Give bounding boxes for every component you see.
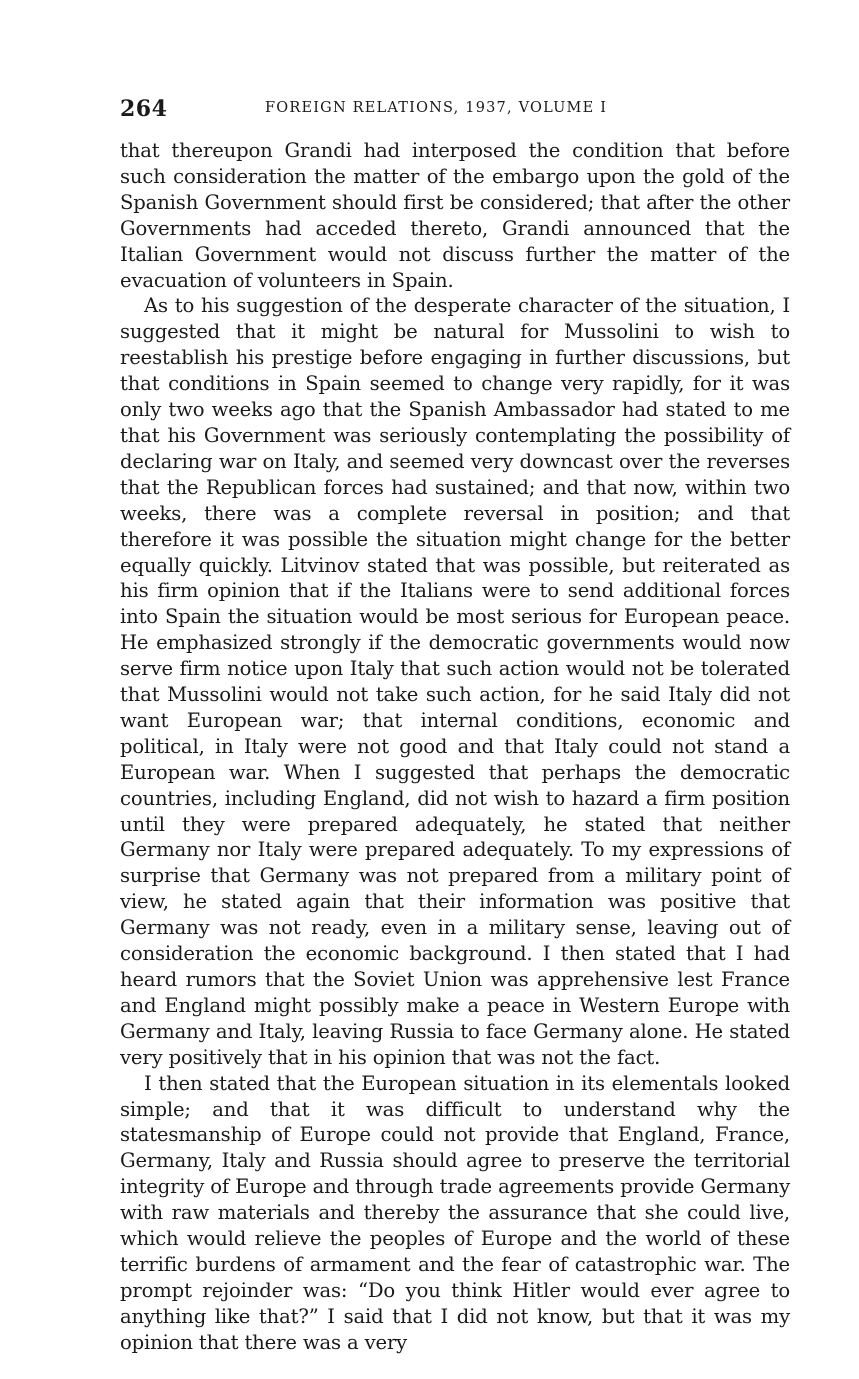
page-number: 264 xyxy=(120,96,168,122)
paragraph-european-situation: I then stated that the European situation in its elementals looked simple; and that it was difficult to understand why the statesmanship of Europe could not provide that England, France, Germany, Italy and Russia should agree to preserve the territorial integrity of Europe and through trade agreements provide Germany with raw materials and thereby the assurance that she could live, which would relieve the peoples of Europe and the world of these terrific burdens of armament and the fear of catastrophic war. The prompt rejoinder was: “Do you think Hitler would ever agree to anything like that?” I said that I did not know, but that it was my opinion that there was a very xyxy=(120,1071,790,1354)
paragraph-litvinov-situation: As to his suggestion of the desperate character of the situation, I suggested that it might be natural for Mussolini to wish to reestablish his prestige before engaging in further discussions, but that conditions in Spain seemed to change very rapidly, for it was only two weeks ago that the Spanish Ambassador had stated to me that his Government was seriously contemplating the possibility of declaring war on Italy, and seemed very downcast over the reverses that the Republican forces had sustained; and that now, within two weeks, there was a complete reversal in position; and that therefore it was possible the situation might change for the better equally quickly. Litvinov stated that was possible, but reiterated as his firm opinion that if the Italians were to send additional forces into Spain the situation would be most serious for European peace. He emphasized strongly if the democratic governments would now serve firm notice upon Italy that such action would not be tolerated that Mussolini would not take such action, for he said Italy did not want European war; that internal conditions, economic and political, in Italy were not good and that Italy could not stand a European war. When I suggested that perhaps the democratic countries, including England, did not wish to hazard a firm position until they were prepared adequately, he stated that neither Germany nor Italy were prepared adequately. To my expressions of surprise that Germany was not prepared from a military point of view, he stated again that their information was positive that Germany was not ready, even in a military sense, leaving out of consideration the economic background. I then stated that I had heard rumors that the Soviet Union was apprehensive lest France and England might possibly make a peace in Western Europe with Germany and Italy, leaving Russia to face Germany alone. He stated very positively that in his opinion that was not the fact. xyxy=(120,294,790,1069)
running-head-title: FOREIGN RELATIONS, 1937, VOLUME I xyxy=(265,100,608,116)
document-page xyxy=(120,96,790,1356)
running-head xyxy=(120,96,790,130)
body-text xyxy=(120,138,790,1356)
paragraph-continued: that thereupon Grandi had interposed the condition that before such consideration the matter of the embargo upon the gold of the Spanish Government should first be considered; that after the other Governments had acceded thereto, Grandi announced that the Italian Government would not discuss further the matter of the evacuation of volunteers in Spain. xyxy=(120,139,790,292)
